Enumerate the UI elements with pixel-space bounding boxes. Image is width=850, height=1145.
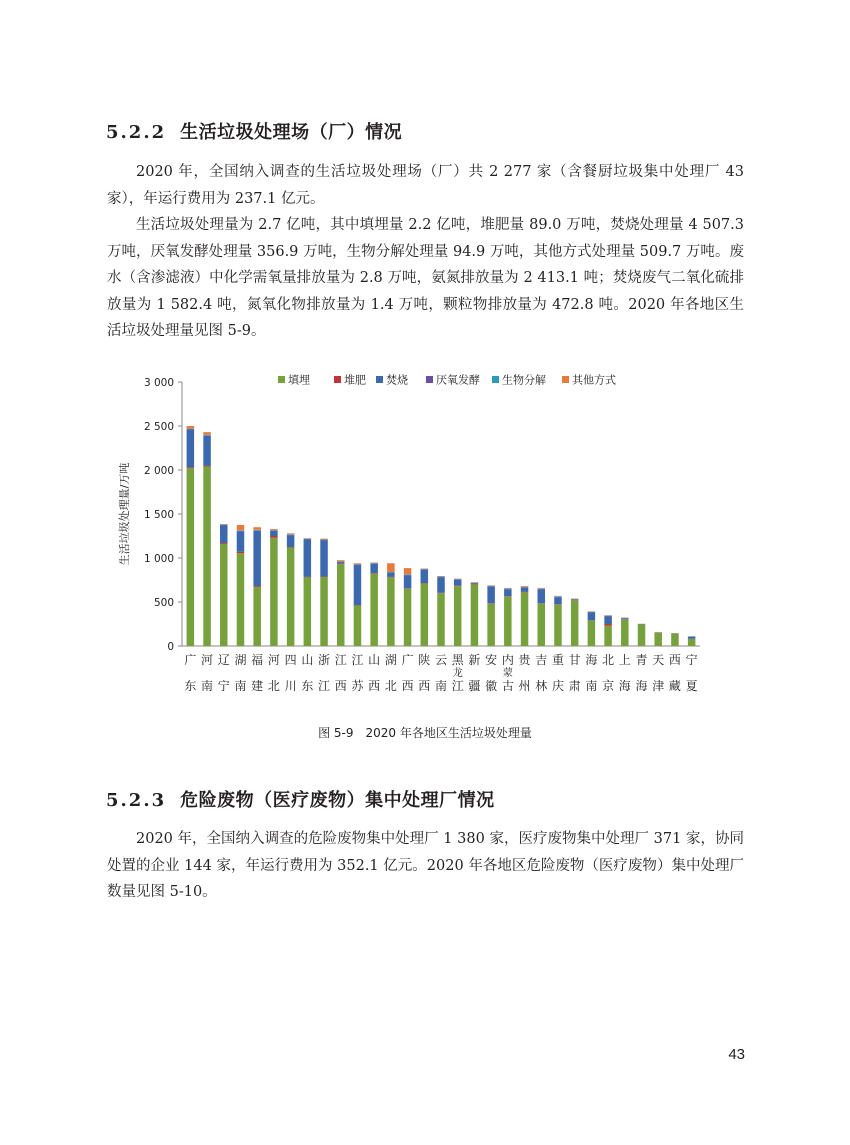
- legend-swatch: [278, 376, 285, 383]
- legend-label: 填埋: [288, 373, 310, 387]
- bar-segment: [521, 592, 529, 646]
- legend-label: 其他方式: [572, 373, 616, 387]
- y-tick-label: 0: [167, 641, 174, 653]
- bar-segment: [253, 587, 261, 646]
- x-tick-label: 四川: [284, 653, 297, 693]
- bar-segment: [504, 589, 512, 596]
- bar-segment: [604, 626, 612, 646]
- bar-segment: [337, 564, 345, 646]
- bar-segment: [588, 620, 596, 646]
- y-tick-label: 1 500: [143, 509, 174, 521]
- bar-segment: [337, 560, 345, 561]
- x-tick-label: 山西: [368, 653, 381, 693]
- x-tick-label: 内蒙古: [501, 653, 514, 693]
- bar-segment: [688, 639, 696, 646]
- legend-swatch: [492, 376, 499, 383]
- bar-segment: [554, 605, 562, 646]
- x-tick-label: 江西: [334, 653, 347, 693]
- bar-segment: [304, 540, 312, 577]
- bar-segment: [387, 577, 395, 646]
- y-tick-label: 2 000: [143, 465, 174, 477]
- bar-segment: [638, 624, 646, 646]
- bar-chart: [106, 365, 736, 705]
- bar-segment: [404, 589, 412, 646]
- bar-segment: [187, 468, 195, 646]
- bar-segment: [287, 535, 295, 547]
- bar-segment: [220, 543, 228, 544]
- x-tick-label: 黑龙江: [451, 653, 464, 693]
- y-tick-label: 2 500: [143, 421, 174, 433]
- x-tick-label: 天津: [652, 653, 665, 693]
- bar-segment: [387, 573, 395, 577]
- bar-segment: [437, 577, 445, 592]
- x-tick-label: 江苏: [351, 653, 364, 693]
- x-tick-label: 云南: [434, 653, 448, 693]
- bar-segment: [370, 573, 378, 646]
- bar-segment: [203, 466, 211, 646]
- x-tick-label: 海南: [585, 653, 598, 693]
- bar-segment: [203, 466, 211, 467]
- x-tick-label: 青海: [635, 653, 648, 693]
- x-tick-label: 河南: [201, 653, 214, 693]
- figure-number: 图 5-9: [318, 726, 354, 740]
- bar-segment: [421, 570, 429, 583]
- bar-segment: [354, 606, 362, 646]
- bar-segment: [237, 525, 245, 530]
- x-tick-label: 湖南: [234, 653, 247, 693]
- x-tick-label: 新疆: [468, 653, 481, 693]
- legend-label: 厌氧发酵: [436, 373, 480, 387]
- bar-segment: [203, 432, 211, 435]
- x-tick-label: 福建: [251, 653, 264, 693]
- bar-segment: [354, 565, 362, 605]
- x-tick-label: 浙江: [318, 653, 331, 693]
- bar-segment: [454, 586, 462, 646]
- bar-segment: [487, 587, 495, 604]
- bar-segment: [487, 604, 495, 646]
- bar-segment: [320, 577, 328, 646]
- figure-title: 2020 年各地区生活垃圾处理量: [365, 726, 532, 740]
- x-tick-label: 广东: [184, 653, 197, 693]
- y-tick-label: 1 000: [143, 553, 174, 565]
- bar-segment: [270, 538, 278, 646]
- section-title: 生活垃圾处理场（厂）情况: [180, 122, 403, 143]
- bar-segment: [471, 584, 479, 646]
- bar-segment: [604, 617, 612, 624]
- bar-segment: [304, 577, 312, 646]
- bar-segment: [187, 426, 195, 429]
- bar-segment: [688, 637, 696, 639]
- bar-segment: [621, 620, 629, 646]
- bar-segment: [237, 553, 245, 646]
- bar-segment: [404, 568, 412, 574]
- bar-segment: [337, 562, 345, 563]
- bar-segment: [521, 586, 529, 587]
- section-title: 危险废物（医疗废物）集中处理厂情况: [180, 790, 495, 811]
- bar-segment: [454, 580, 462, 586]
- bar-segment: [187, 430, 195, 468]
- x-tick-label: 宁夏: [685, 653, 698, 693]
- x-tick-label: 山东: [301, 653, 314, 693]
- y-axis-title: 生活垃圾处理量/万吨: [118, 462, 131, 566]
- bar-segment: [654, 633, 662, 646]
- bar-segment: [571, 600, 579, 646]
- bar-segment: [404, 575, 412, 588]
- legend-swatch: [426, 376, 433, 383]
- x-tick-label: 重庆: [551, 653, 564, 693]
- x-tick-label: 贵州: [518, 653, 531, 693]
- bar-segment: [354, 563, 362, 564]
- bar-segment: [588, 612, 596, 620]
- page-number: 43: [728, 1046, 745, 1063]
- bar-segment: [671, 634, 679, 646]
- bar-segment: [287, 547, 295, 646]
- bar-segment: [270, 536, 278, 538]
- bar-segment: [538, 589, 546, 603]
- bar-segment: [504, 597, 512, 646]
- bar-segment: [437, 593, 445, 646]
- bar-segment: [538, 604, 546, 646]
- x-tick-label: 安徽: [485, 653, 498, 693]
- x-tick-label: 甘肃: [568, 653, 581, 693]
- legend-label: 堆肥: [344, 373, 366, 387]
- bar-segment: [320, 540, 328, 576]
- bar-segment: [253, 531, 261, 586]
- figure-caption: [0, 724, 850, 741]
- section-number: 5.2.2: [106, 122, 167, 143]
- x-tick-label: 北京: [602, 653, 615, 693]
- x-tick-label: 湖北: [384, 653, 397, 693]
- bar-segment: [253, 527, 261, 530]
- x-tick-label: 辽宁: [217, 653, 230, 693]
- paragraph: 2020 年，全国纳入调查的危险废物集中处理厂 1 380 家，医疗废物集中处理厂 371 家，协同处置的企业 144 家，年运行费用为 352.1 亿元。2020 年各地区危险废物（医疗废物）集中处理厂数量见图 5-10。: [107, 831, 744, 900]
- legend-swatch: [562, 376, 569, 383]
- legend-swatch: [334, 376, 341, 383]
- bar-segment: [220, 525, 228, 543]
- legend-swatch: [376, 376, 383, 383]
- x-tick-label: 广西: [401, 653, 414, 693]
- bar-segment: [387, 563, 395, 572]
- section-heading-5-2-3: [106, 786, 495, 812]
- bar-segment: [220, 544, 228, 646]
- y-tick-label: 3 000: [143, 377, 174, 389]
- x-tick-label: 上海: [618, 653, 631, 693]
- bar-segment: [421, 584, 429, 646]
- bar-segment: [604, 624, 612, 626]
- y-tick-label: 500: [153, 597, 174, 609]
- bar-segment: [287, 533, 295, 534]
- x-tick-label: 吉林: [535, 653, 548, 693]
- bar-segment: [237, 552, 245, 553]
- x-tick-label: 陕西: [418, 653, 431, 693]
- bar-segment: [270, 531, 278, 536]
- bar-segment: [270, 529, 278, 530]
- legend-label: 生物分解: [502, 373, 546, 387]
- bar-segment: [237, 531, 245, 552]
- x-tick-label: 西藏: [668, 653, 681, 693]
- bar-segment: [253, 586, 261, 587]
- bar-segment: [203, 436, 211, 466]
- paragraph: 2020 年，全国纳入调查的生活垃圾处理场（厂）共 2 277 家（含餐厨垃圾集中处理厂 43 家），年运行费用为 237.1 亿元。: [107, 164, 744, 207]
- section-number: 5.2.3: [106, 790, 167, 811]
- bar-segment: [187, 467, 195, 468]
- bar-segment: [320, 539, 328, 540]
- section-heading-5-2-2: [106, 118, 402, 144]
- bar-segment: [554, 597, 562, 604]
- legend-label: 焚烧: [386, 373, 408, 387]
- bar-segment: [370, 564, 378, 573]
- bar-segment: [621, 618, 629, 619]
- bar-segment: [521, 588, 529, 592]
- paragraph: 生活垃圾处理量为 2.7 亿吨，其中填埋量 2.2 亿吨，堆肥量 89.0 万吨，焚烧处理量 4 507.3 万吨，厌氧发酵处理量 356.9 万吨，生物分解处理量 94.9 万吨，其他方式处理量 509.7 万吨。废水（含渗滤液）中化学需氧量排放量为 2.8 万吨，氨氮排放量为 2 413.1 吨；焚烧废气二氧化硫排放量为 1 582.4 吨，氮氧化物排放量为 1.4 万吨，颗粒物排放量为 472.8 吨。2020 年各地区生活垃圾处理量见图 5-9。: [107, 217, 744, 339]
- x-tick-label: 河北: [267, 653, 280, 693]
